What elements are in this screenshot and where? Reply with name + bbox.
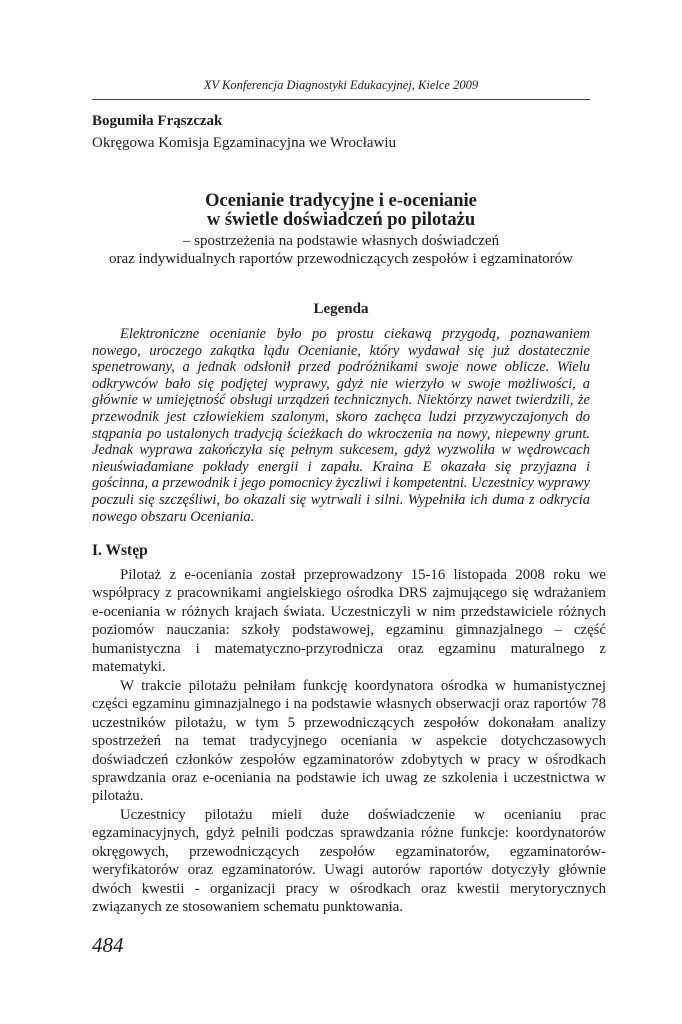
section-heading: I. Wstęp [92,542,148,559]
legend-heading: Legenda [313,301,369,317]
subtitle-line-1: – spostrzeżenia na podstawie własnych doświadczeń [182,233,500,249]
subtitle-line-2: oraz indywidualnych raportów przewodniczących zespołów i egzaminatorów [109,251,573,267]
paragraph-2: W trakcie pilotażu pełniłam funkcję koordynatora ośrodka w humanistycznej części egzaminu gimnazjalnego i na podstawie własnych obserwacji oraz raportów 78 uczestników pilotażu, w tym 5 przewodniczących zespołów dokonałam analizy spostrzeżeń na temat tradycyjnego oceniania w aspekcie dotychczasowych doświadczeń członków zespołów egzaminatorów zdobytych w pracy w ośrodkach sprawdzania oraz e-oceniania na podstawie ich uwag ze szkolenia i uczestnictwa w pilotażu. [92,677,606,805]
page-number: 484 [92,933,124,957]
running-head: XV Konferencja Diagnostyki Edukacyjnej, Kielce 2009 [203,78,479,92]
body-text [92,566,606,917]
header-rule [92,99,590,100]
author-name: Bogumiła Frąszczak [92,113,223,129]
title-line-1: Ocenianie tradycyjne i e-ocenianie [205,191,477,211]
paragraph-3: Uczestnicy pilotażu mieli duże doświadczenie w ocenianiu prac egzaminacyjnych, gdyż pełnili podczas sprawdzania różne funkcje: koordynatorów okręgowych, przewodniczących zespołów egzaminatorów, egzaminatorów-weryfikatorów oraz egzaminatorów. Uwagi autorów raportów dotyczyły głównie dwóch kwestii - organizacji pracy w ośrodkach oraz kwestii merytorycznych związanych ze stosowaniem schematu punktowania. [92,806,606,916]
paragraph-1: Pilotaż z e-oceniania został przeprowadzony 15-16 listopada 2008 roku we współpracy z pracownikami angielskiego ośrodka DRS zajmującego się wdrażaniem e-oceniania w różnych krajach świata. Uczestniczyli w nim przedstawiciele różnych poziomów nauczania: szkoły podstawowej, egzaminu gimnazjalnego – część humanistyczna i matematyczno-przyrodnicza oraz egzaminu maturalnego z matematyki. [92,567,606,676]
paper-subtitle [92,232,590,268]
paper-title [92,192,590,230]
title-line-2: w świetle doświadczeń po pilotażu [206,210,476,230]
author-affiliation: Okręgowa Komisja Egzaminacyjna we Wrocławiu [92,135,397,151]
legend-text: Elektroniczne ocenianie było po prostu ciekawą przygodą, poznawaniem nowego, uroczego zakątka lądu Ocenianie, który wydawał się już dostatecznie spenetrowany, a jednak odsłonił przed podróżnikami swoje nowe oblicze. Wielu odkrywców bało się podjętej wyprawy, gdyż nie wierzyło w swoje możliwości, a głównie w umiejętność obsługi urządzeń technicznych. Niektórzy nawet twierdzili, że przewodnik jest człowiekiem szalonym, skoro zachęca ludzi przyzwyczajonych do stąpania po ustalonych tradycją ścieżkach do wkroczenia na nowy, niepewny grunt. Jednak wyprawa zakończyła się pełnym sukcesem, gdyż wyzwoliła w wędrowcach nieuświadamiane pokłady energii i zapału. Kraina E okazała się przyjazna i gościnna, a przewodnik i jego pomocnicy życzliwi i kompetentni. Uczestnicy wyprawy poczuli się szczęśliwi, bo okazali się wytrwali i silni. Wypełniła ich duma z odkrycia nowego obszaru Oceniania. [92,326,590,525]
